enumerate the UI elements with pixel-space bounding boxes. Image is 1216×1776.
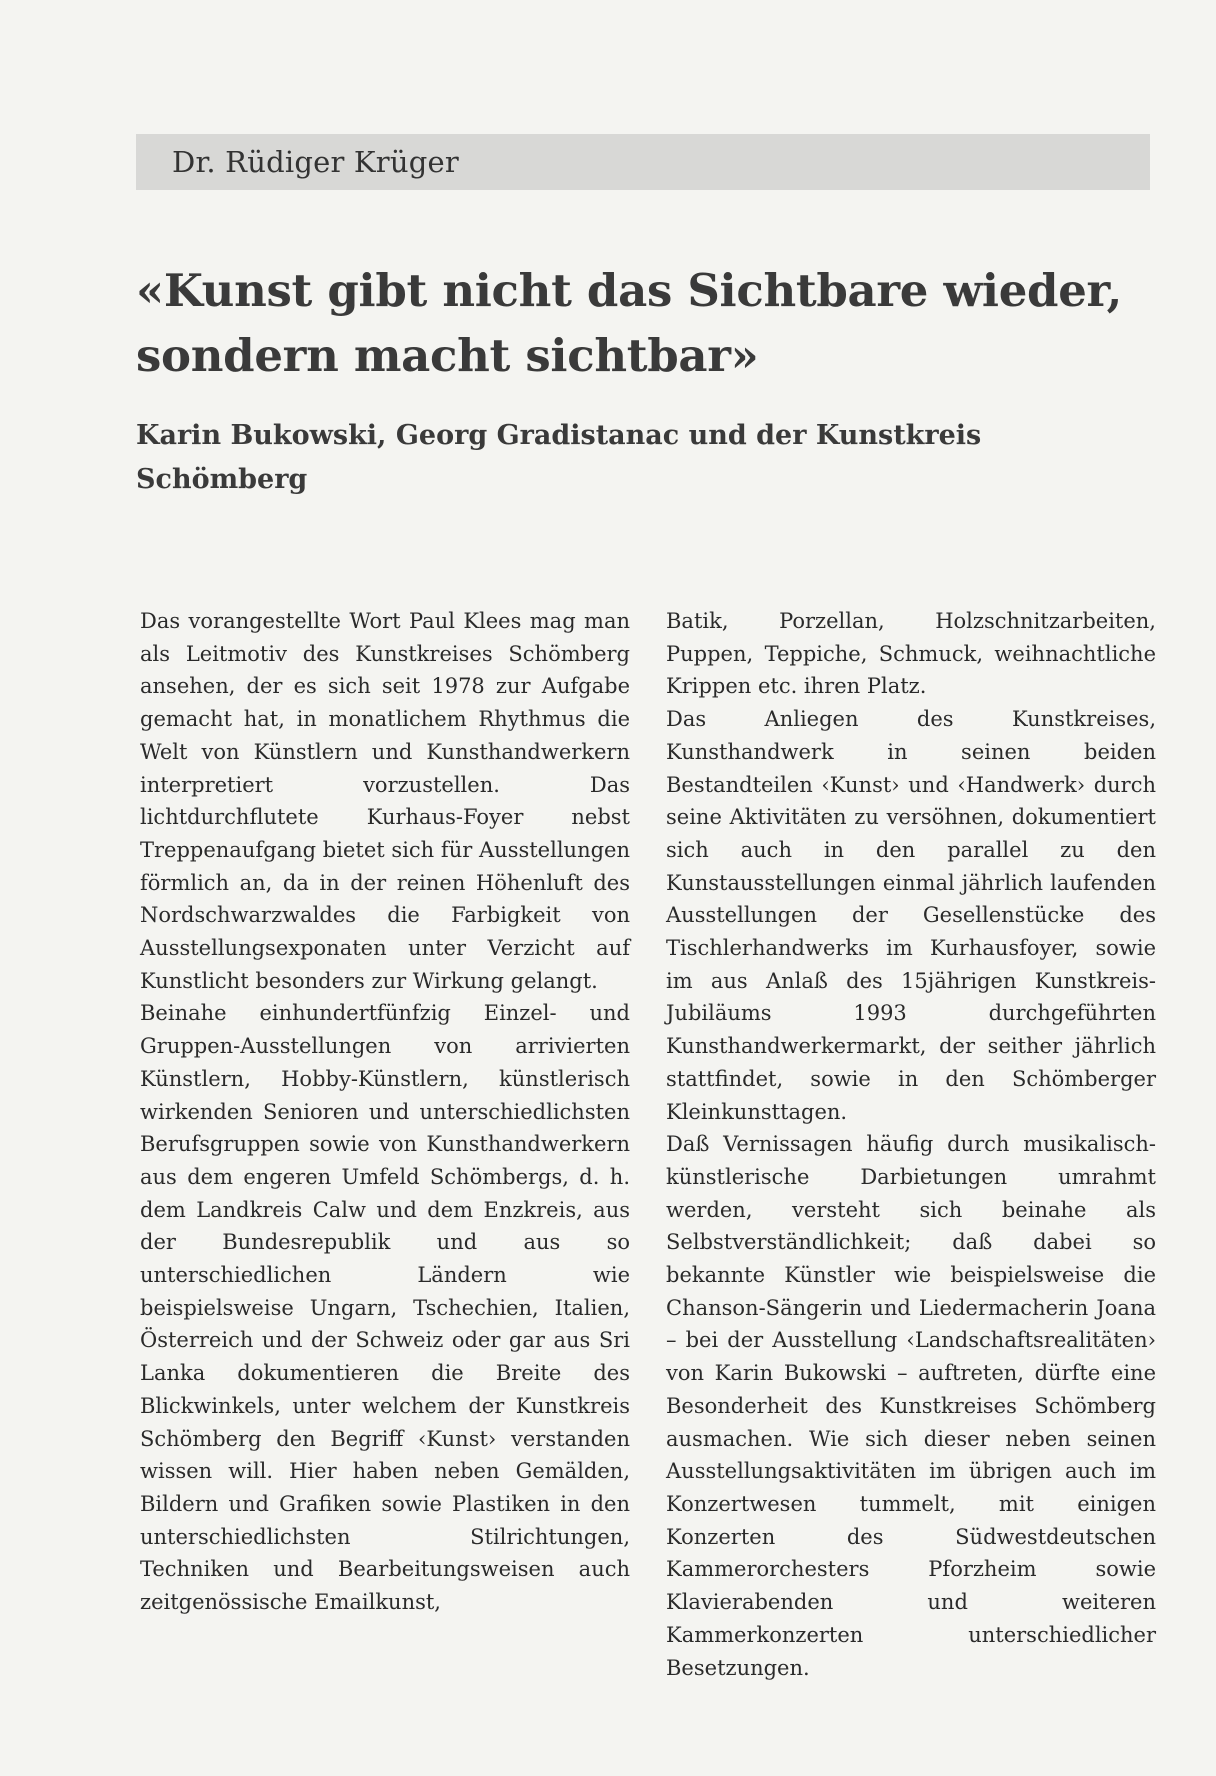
author-name: Dr. Rüdiger Krüger <box>172 145 459 179</box>
paragraph: Batik, Porzellan, Holzschnitzarbeiten, Puppen, Teppiche, Schmuck, weihnachtliche Krippen etc. ihren Platz. <box>666 609 1156 699</box>
paragraph: Das Anliegen des Kunstkreises, Kunsthandwerk in seinen beiden Bestandteilen ‹Kunst› und ‹Handwerk› durch seine Aktivitäten zu versöhnen, dokumentiert sich auch in den parallel zu den Kunstausstellungen einmal jährlich laufenden Ausstellungen der Gesellenstücke des Tischlerhandwerks im Kurhausfoyer, sowie im aus Anlaß des 15jährigen Kunstkreis-Jubiläums 1993 durchgeführten Kunsthandwerkermarkt, der seither jährlich stattfindet, sowie in den Schömberger Kleinkunsttagen. <box>666 707 1156 1124</box>
body-column-right <box>666 605 1156 1684</box>
paragraph: Beinahe einhundertfünfzig Einzel- und Gruppen-Ausstellungen von arrivierten Künstlern, Hobby-Künstlern, künstlerisch wirkenden Senioren und unterschiedlichsten Berufsgruppen sowie von Kunsthandwerkern aus dem engeren Umfeld Schömbergs, d. h. dem Landkreis Calw und dem Enzkreis, aus der Bundesrepublik und aus so unterschiedlichen Ländern wie beispielsweise Ungarn, Tschechien, Italien, Österreich und der Schweiz oder gar aus Sri Lanka dokumentieren die Breite des Blickwinkels, unter welchem der Kunstkreis Schömberg den Begriff ‹Kunst› verstanden wissen will. Hier haben neben Gemälden, Bildern und Grafiken sowie Plastiken in den unterschiedlichsten Stilrichtungen, Techniken und Bearbeitungsweisen auch zeitgenössische Emailkunst, <box>140 1001 630 1615</box>
paragraph: Das vorangestellte Wort Paul Klees mag man als Leitmotiv des Kunstkreises Schömberg ansehen, der es sich seit 1978 zur Aufgabe gemacht hat, in monatlichem Rhythmus die Welt von Künstlern und Kunsthandwerkern interpretiert vorzustellen. Das lichtdurchflutete Kurhaus-Foyer nebst Treppenaufgang bietet sich für Ausstellungen förmlich an, da in der reinen Höhenluft des Nordschwarzwaldes die Farbigkeit von Ausstellungsexponaten unter Verzicht auf Kunstlicht besonders zur Wirkung gelangt. <box>140 609 630 993</box>
author-bar <box>136 134 1150 190</box>
article-subtitle: Karin Bukowski, Georg Gradistanac und der Kunstkreis Schömberg <box>136 420 982 495</box>
article-title-line-1: «Kunst gibt nicht das Sichtbare wieder, <box>136 264 1123 317</box>
article-title-line-2: sondern macht sichtbar» <box>136 329 759 382</box>
paragraph: Daß Vernissagen häufig durch musikalisch-künstlerische Darbietungen umrahmt werden, versteht sich beinahe als Selbstverständlichkeit; daß dabei so bekannte Künstler wie beispielsweise die Chanson-Sängerin und Liedermacherin Joana – bei der Ausstellung ‹Landschaftsrealitäten› von Karin Bukowski – auftreten, dürfte eine Besonderheit des Kunstkreises Schömberg ausmachen. Wie sich dieser neben seinen Ausstellungsaktivitäten im übrigen auch im Konzertwesen tummelt, mit einigen Konzerten des Südwestdeutschen Kammerorchesters Pforzheim sowie Klavierabenden und weiteren Kammerkonzerten unterschiedlicher Besetzungen. <box>666 1132 1156 1680</box>
article-title <box>136 258 1166 388</box>
body-column-left <box>140 605 630 1619</box>
